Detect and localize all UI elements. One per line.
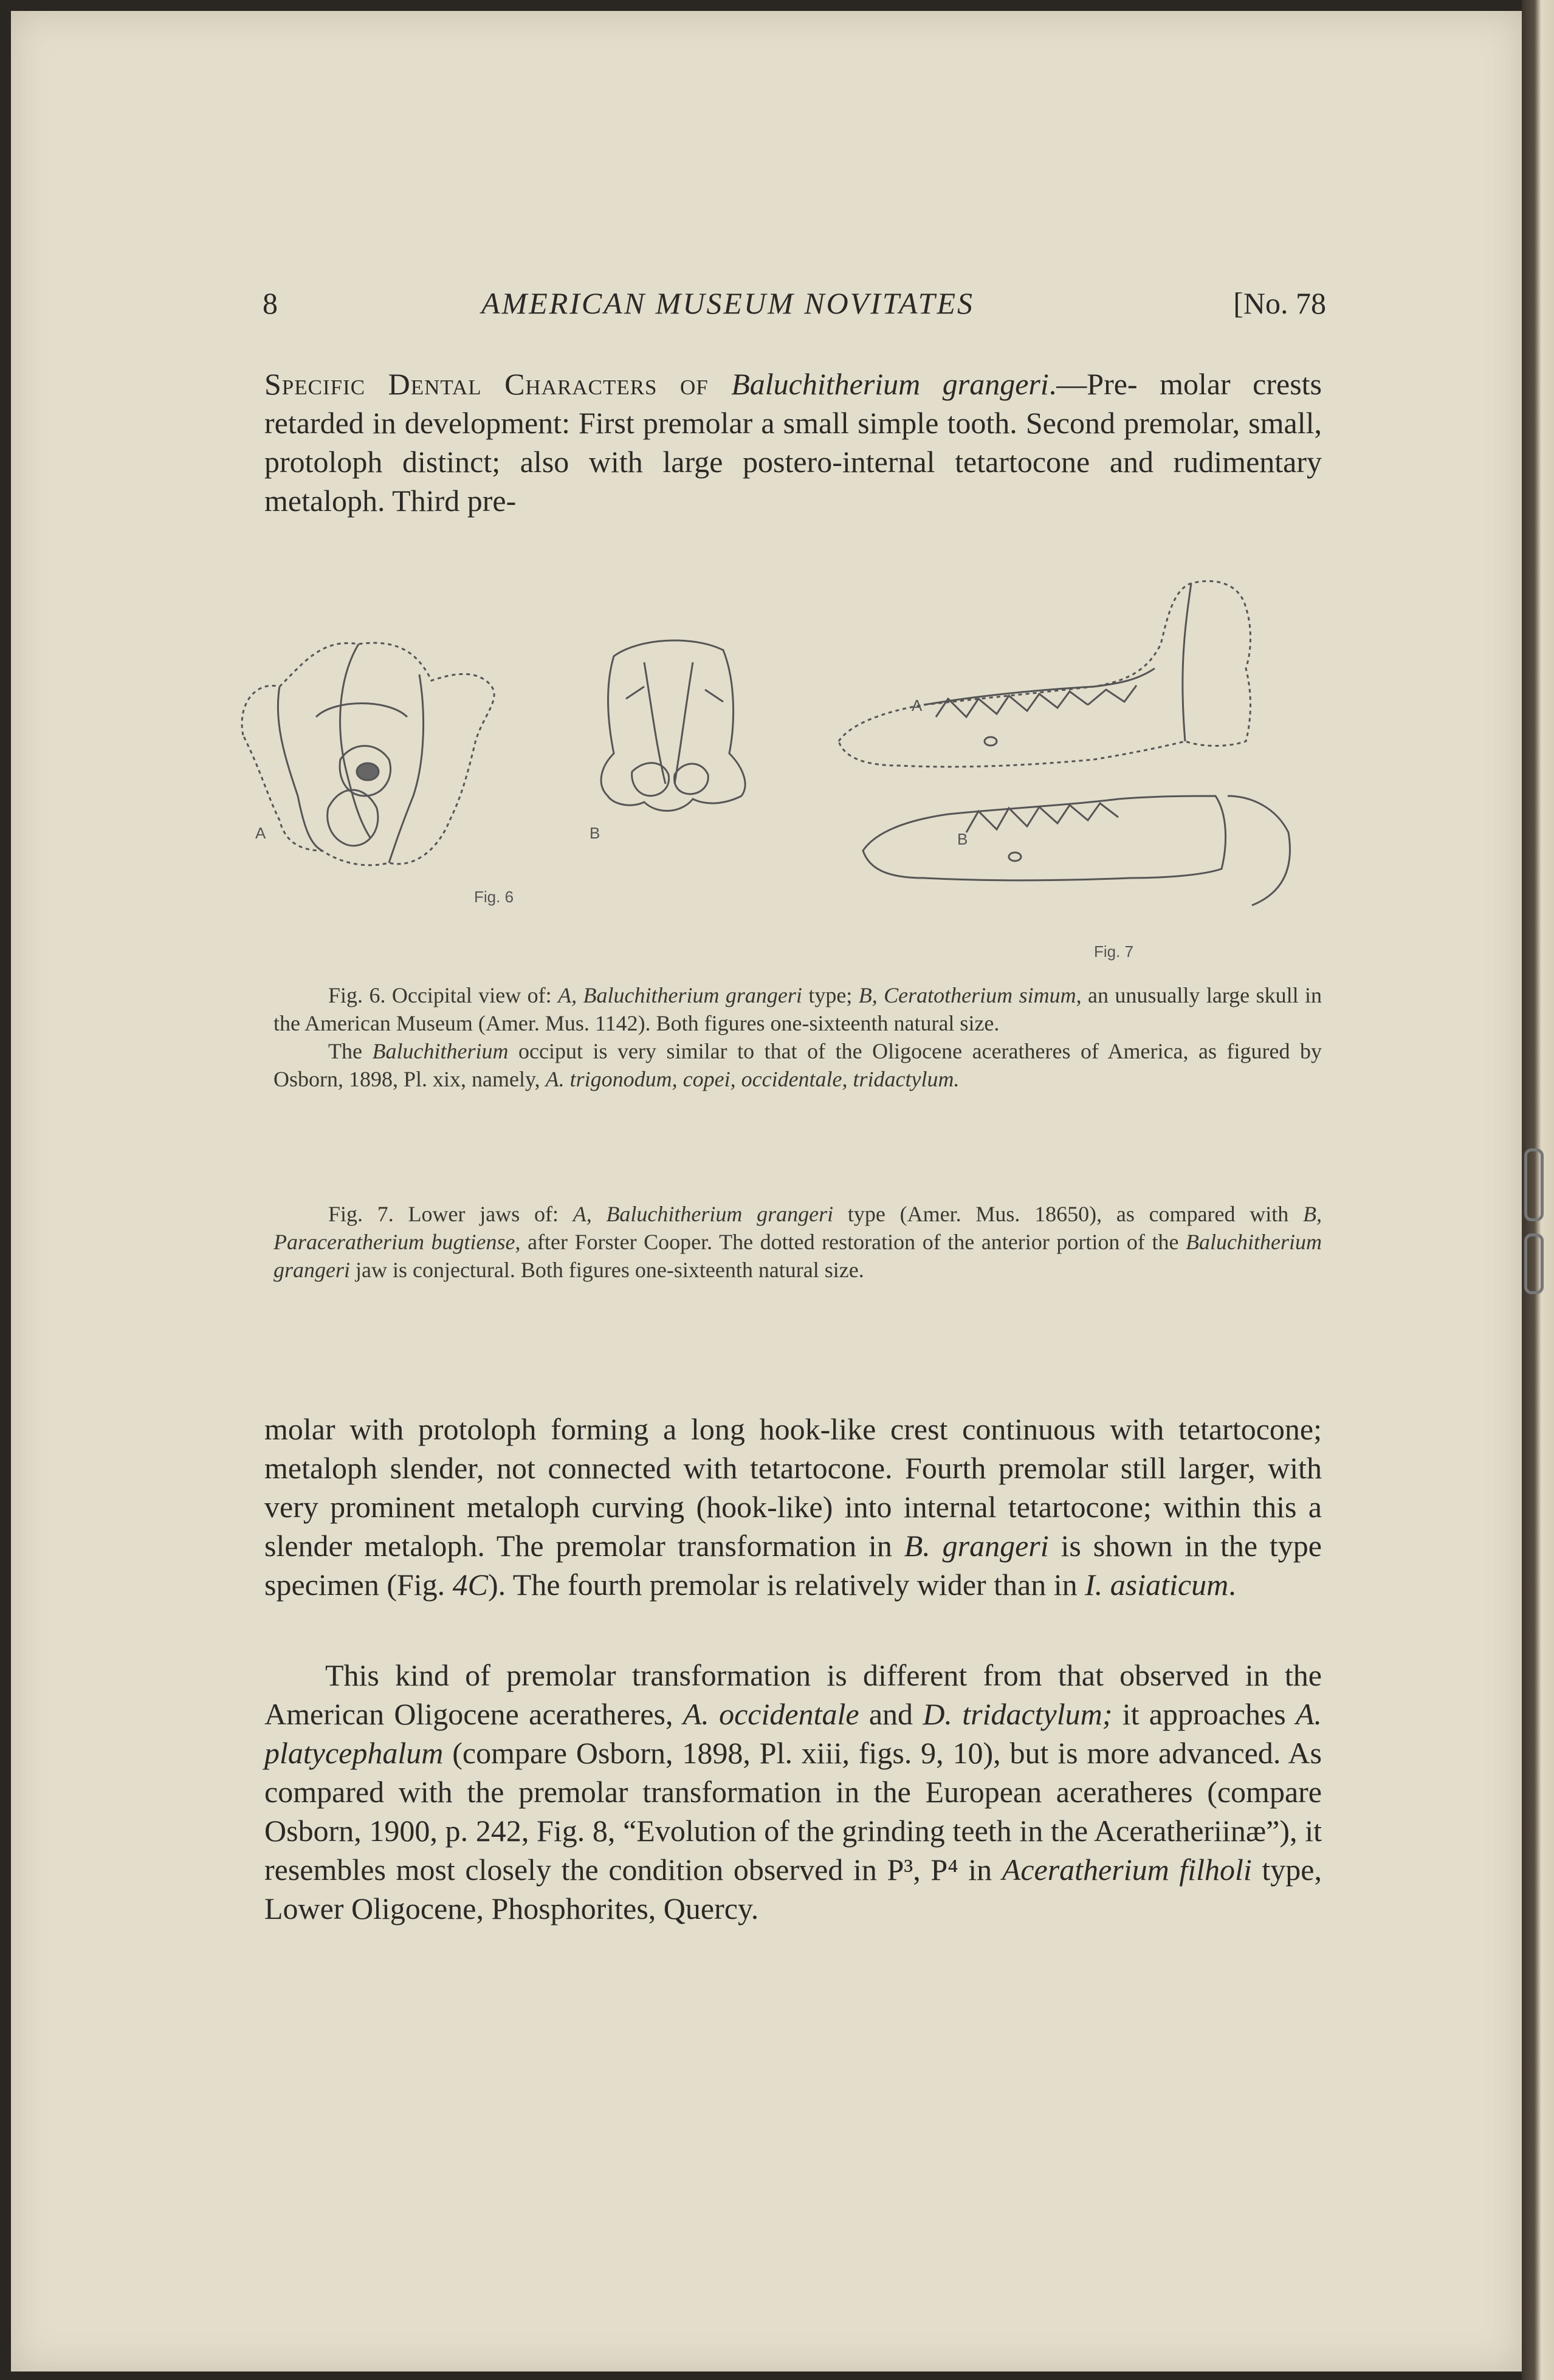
caption-fig7 xyxy=(273,1200,1322,1284)
fig6-fig7-drawings xyxy=(219,565,1374,966)
caption-fig6-p1: Fig. 6. Occipital view of: A, Baluchitherium grangeri type; B, Ceratotherium simum, an unusually large skull in the American Museum (Amer. Mus. 1142). Both figures one-sixteenth natural size. xyxy=(273,983,1322,1035)
paragraph-specific-dental-characters: Specific Dental Characters of Baluchitherium grangeri.—Pre- molar crests retarded in development: First premolar a small simple tooth. Second premolar, small, protoloph distinct; also with large postero-internal tetartocone and rudimentary metaloph. Third pre- xyxy=(264,367,1322,518)
staple-clip xyxy=(1524,1148,1544,1221)
fig7-a-jaw-drawing xyxy=(839,581,1251,767)
caption-fig7-p1: Fig. 7. Lower jaws of: A, Baluchitherium grangeri type (Amer. Mus. 18650), as compared with B, Paraceratherium bugtiense, after Forster Cooper. The dotted restoration of the anterior portion of the Baluchitherium grangeri jaw is conjectural. Both figures one-sixteenth natural size. xyxy=(273,1202,1322,1282)
fig6-label-a: A xyxy=(255,824,266,842)
caption-fig6 xyxy=(273,981,1322,1093)
paragraph-premolar-transformation: This kind of premolar transformation is different from that observed in the American Oligocene aceratheres, A. occidentale and D. tridactylum; it approaches A. platycephalum (compare Osborn, 1898, Pl. xiii, figs. 9, 10), but is more advanced. As compared with the premolar transformation in the European aceratheres (compare Osborn, 1900, p. 242, Fig. 8, “Evolution of the grinding teeth in the Aceratheriinæ”), it resembles most closely the condition observed in P³, P⁴ in Aceratherium filholi type, Lower Oligocene, Phosphorites, Quercy. xyxy=(264,1658,1322,1926)
paragraph-premolar-continued: molar with protoloph forming a long hook-like crest continuous with tetartocone; metaloph slender, not connected with tetartocone. Fourth premolar still larger, with very prominent metaloph curving (hook-like) into internal tetartocone; within this a slender metaloph. The premolar transformation in B. grangeri is shown in the type specimen (Fig. 4C). The fourth premolar is relatively wider than in I. asiaticum. xyxy=(264,1412,1322,1602)
caption-fig6-p2: The Baluchitherium occiput is very similar to that of the Oligocene aceratheres of America, as figured by Osborn, 1898, Pl. xix, namely, A. trigonodum, copei, occidentale, tridactylum. xyxy=(273,1039,1322,1091)
fig6-a-occiput-drawing xyxy=(242,643,494,865)
section-heading: Specific Dental Characters of xyxy=(264,367,732,401)
page-number: 8 xyxy=(263,286,278,320)
figure-area xyxy=(219,565,1374,966)
fig7-b-jaw-drawing xyxy=(863,796,1290,905)
fig7-caption-label: Fig. 7 xyxy=(1094,942,1134,961)
heading-genus: Baluchitherium grangeri xyxy=(731,367,1049,401)
journal-title: AMERICAN MUSEUM NOVITATES xyxy=(481,286,975,320)
staple-clip xyxy=(1524,1233,1544,1294)
fig7-label-a: A xyxy=(912,696,923,715)
fig6-label-b: B xyxy=(590,824,600,842)
issue-number: [No. 78 xyxy=(1233,286,1326,320)
fig6-caption-label: Fig. 6 xyxy=(474,888,514,906)
paragraph-text: molar crests retarded in development: First premolar a small simple tooth. Second premolar, small, protoloph distinct; also with large postero-internal tetartocone and rudimentary metaloph. Third pre- xyxy=(264,367,1322,518)
fig7-label-b: B xyxy=(957,830,968,848)
fig6-b-occiput-drawing xyxy=(601,640,745,811)
running-header xyxy=(263,286,1326,328)
